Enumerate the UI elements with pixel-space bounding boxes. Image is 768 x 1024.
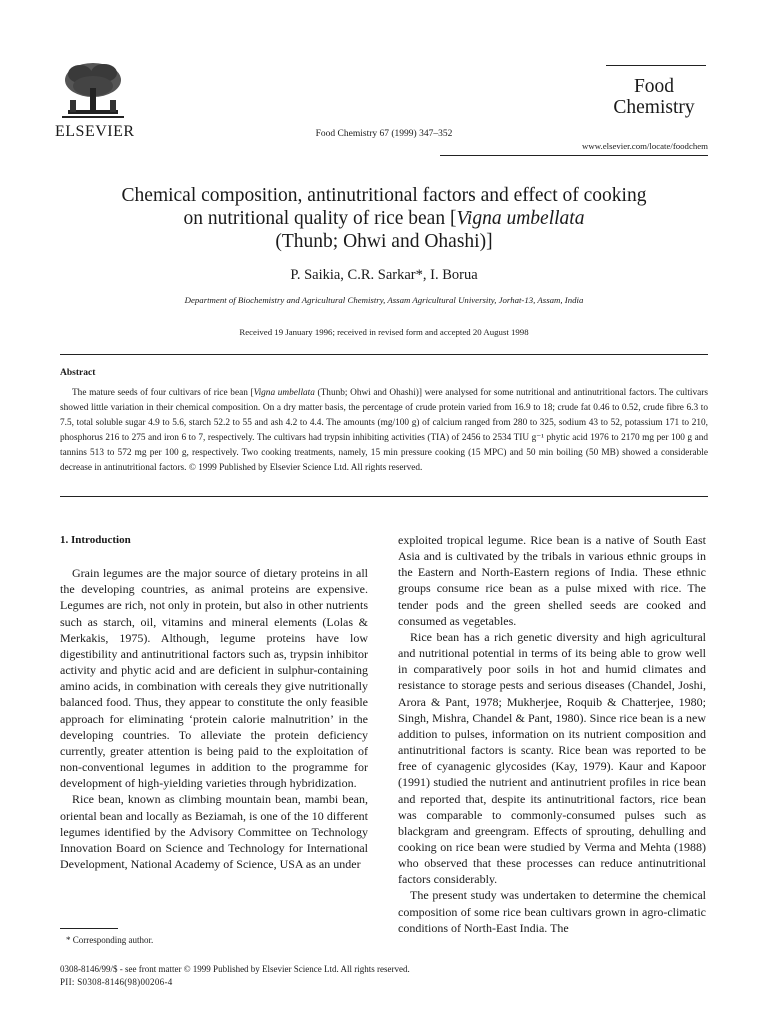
left-column <box>60 532 368 872</box>
abstract-body <box>60 386 708 476</box>
abstract-top-rule <box>60 354 708 355</box>
intro-paragraph-2: Rice bean, known as climbing mountain bean, mambi bean, oriental bean and locally as Beziamah, is one of the 10 different legumes identified by the Advisory Committee on Technology Innovation Board on Science and Technology for International Development, National Academy of Science, USA as an under <box>60 792 368 871</box>
received-dates: Received 19 January 1996; received in revised form and accepted 20 August 1998 <box>239 327 529 337</box>
publisher-name: ELSEVIER <box>55 123 135 140</box>
intro-paragraph-continued: exploited tropical legume. Rice bean is a native of South East Asia and is cultivated by the tribals in various ethnic groups in the Eastern and North-Eastern regions of India. These ethnic groups consume rice bean as a pulse mixed with rice. The tender pods and the green shelled seeds are cooked and consumed as vegetables. <box>398 533 706 628</box>
journal-top-rule <box>606 65 706 66</box>
copyright-block <box>60 963 410 989</box>
copyright-line: 0308-8146/99/$ - see front matter © 1999 Published by Elsevier Science Ltd. All rights reserved. <box>60 964 410 974</box>
abstract-species-name: Vigna umbellata <box>253 388 315 398</box>
pii-line: PII: S0308-8146(98)00206-4 <box>60 977 173 987</box>
section-heading: 1. Introduction <box>60 534 131 546</box>
abstract-bottom-rule <box>60 496 708 497</box>
journal-title <box>600 76 708 118</box>
abstract-heading: Abstract <box>60 368 96 378</box>
intro-paragraph-1: Grain legumes are the major source of dietary proteins in all the developing countries, as animal proteins are expensive. Legumes are rich, not only in protein, but also in other nutrients such as starch, oil, vitamins and mineral elements (Lolas & Merkakis, 1975). Although, legume proteins have low digestibility and antinutritional factors such as, trypsin inhibitor activity and phytic acid and are deficient in sulphur-containing amino acids, in combination with cereals they give nutritionally balanced food. Thus, they appear to constitute the only feasible approach for eliminating ‘protein calorie malnutrition’ in the developing countries. To alleviate the protein deficiency currently, greater attention is being paid to the exploitation of non-conventional legumes in addition to the programme for development of high-yielding varieties through hybridization. <box>60 566 368 791</box>
journal-title-line1: Food <box>633 76 675 97</box>
author-list: P. Saikia, C.R. Sarkar*, I. Borua <box>290 267 478 283</box>
affiliation: Department of Biochemistry and Agricultural Chemistry, Assam Agricultural University, Jorhat-13, Assam, India <box>184 295 584 305</box>
title-line1: Chemical composition, antinutritional factors and effect of cooking <box>121 185 647 206</box>
elsevier-tree-logo <box>58 60 128 126</box>
journal-citation: Food Chemistry 67 (1999) 347–352 <box>315 129 453 139</box>
abstract-text-start: The mature seeds of four cultivars of rice bean [ <box>72 388 254 398</box>
footnote-rule <box>60 928 118 929</box>
intro-paragraph-3: Rice bean has a rich genetic diversity and high agricultural and nutritional potential in terms of its being able to grow well in comparatively poor soils in hot and humid climates and resistance to storage pests and serious diseases (Chandel, Joshi, Arora & Pant, 1978; Mukherjee, Roquib & Chatterjee, 1980; Singh, Mishra, Chandel & Pant, 1980). Since rice bean is a new addition to pulses, information on its nutrient composition and antinutritional factors is scanty. Rice bean was reported to be free of cyanagenic glycosides (Kay, 1979). Kaur and Kapoor (1991) studied the nutrient and antinutrient profiles in rice bean and reported that, despite its antinutritional factors, rice bean was comparable to commonly-consumed pulses such as blackgram and greengram. Effects of sprouting, dehulling and cooking on rice bean were studied by Verma and Mehta (1988) who observed that these processes can reduce antinutritional factors considerably. <box>398 629 706 887</box>
title-line2-text: on nutritional quality of rice bean [ <box>183 208 457 229</box>
right-column <box>398 532 706 936</box>
journal-url[interactable]: www.elsevier.com/locate/foodchem <box>582 141 708 151</box>
abstract-text-rest: (Thunb; Ohwi and Ohashi)] were analysed for some nutritional and antinutritional factors. The cultivars showed little variation in their chemical composition. On a dry matter basis, the percentage of crude protein varied from 16.9 to 18; crude fat 0.46 to 0.52, crude fibre 6.3 to 7.5, total soluble sugar 4.9 to 5.6, starch 52.2 to 55 and ash 4.2 to 4.4. The amounts (mg/100 g) of calcium ranged from 280 to 325, sodium 43 to 52, potassium 171 to 210, phosphorus 216 to 275 and iron 6 to 7, respectively. The cultivars had trypsin inhibiting activities (TIA) of 2456 to 2534 TIU g⁻¹ phytic acid 1976 to 2170 mg per 100 g and tannins 513 to 572 mg per 100 g, respectively. Two cooking treatments, namely, 15 min pressure cooking (15 MPC) and 50 min boiling (50 MB) showed a considerable decrease in antinutritional factors. © 1999 Published by Elsevier Science Ltd. All rights reserved. <box>60 388 708 473</box>
title-line2 <box>40 207 728 230</box>
intro-paragraph-4: The present study was undertaken to determine the chemical composition of some rice bean cultivars grown in agro-climatic conditions of North-East India. The <box>398 888 706 935</box>
journal-bottom-rule <box>440 155 708 156</box>
journal-title-line2: Chemistry <box>613 97 695 118</box>
footnote: * Corresponding author. <box>66 935 154 945</box>
article-title <box>40 184 728 253</box>
title-species-name: Vigna umbellata <box>456 208 585 229</box>
title-line3: (Thunb; Ohwi and Ohashi)] <box>275 231 493 252</box>
